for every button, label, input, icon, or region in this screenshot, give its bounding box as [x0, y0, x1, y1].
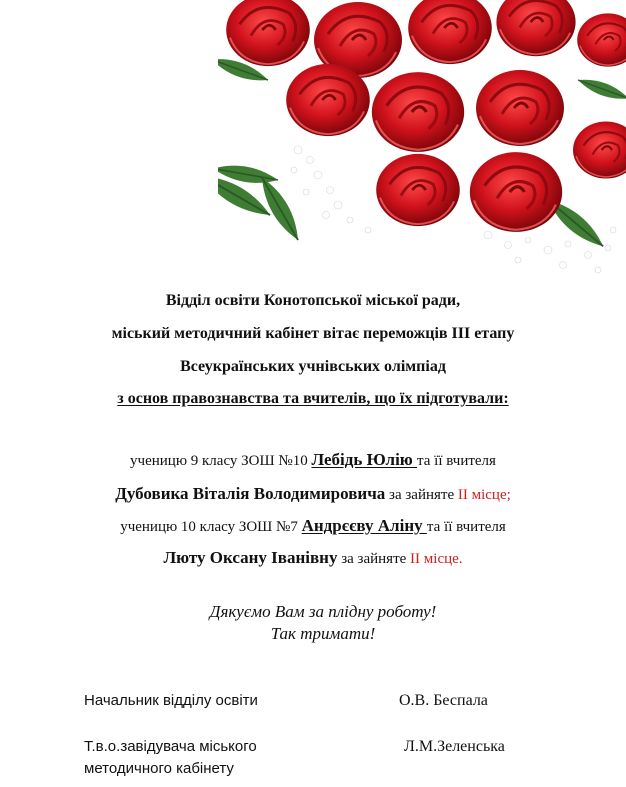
winner-1-prize-pre: за зайняте — [385, 487, 458, 503]
signature-2-title — [84, 736, 257, 780]
thanks-line-1: Дякуємо Вам за плідну роботу! — [209, 602, 437, 621]
winner-2-student: Андрєєву Аліну — [301, 516, 427, 535]
thanks-line-2: Так тримати! — [270, 624, 376, 643]
winner-1-teacher-line — [0, 484, 626, 504]
winner-1-student: Лебідь Юлію — [311, 450, 418, 469]
signature-2-name: Л.М.Зеленська — [404, 738, 505, 755]
winner-1-prize: ІІ місце; — [457, 487, 511, 503]
winner-1-mid: та її вчителя — [417, 453, 496, 469]
roses-bouquet-image — [218, 0, 626, 280]
signature-2-title-line-2: методичного кабінету — [84, 760, 234, 777]
winner-1-teacher: Дубовика Віталія Володимировича — [115, 484, 386, 503]
header-line-4-text: з основ правознавства та вчителів, що їх підготували: — [117, 390, 509, 407]
winner-2-teacher-line — [0, 548, 626, 568]
signature-2-title-line-1: Т.в.о.завідувача міського — [84, 738, 257, 755]
winner-2-mid: та її вчителя — [426, 519, 506, 535]
winner-1-pre: ученицю 9 класу ЗОШ №10 — [130, 453, 312, 469]
winner-2-teacher: Люту Оксану Іванівну — [163, 548, 338, 567]
header-line-3: Всеукраїнських учнівських олімпіад — [180, 358, 446, 375]
winner-2-pre: ученицю 10 класу ЗОШ №7 — [120, 519, 302, 535]
winner-2-prize: ІІ місце. — [410, 551, 463, 567]
winner-1-line — [0, 450, 626, 470]
header-line-1: Відділ освіти Конотопської міської ради, — [165, 292, 461, 309]
winner-2-line — [0, 516, 626, 536]
signature-1-name: О.В. Беспала — [399, 692, 488, 709]
winner-2-prize-pre: за зайняте — [337, 551, 411, 567]
signature-1-title: Начальник відділу освіти — [84, 692, 258, 709]
header-line-2: міський методичний кабінет вітає переможців ІІІ етапу — [111, 325, 515, 342]
header-line-4 — [0, 390, 626, 408]
